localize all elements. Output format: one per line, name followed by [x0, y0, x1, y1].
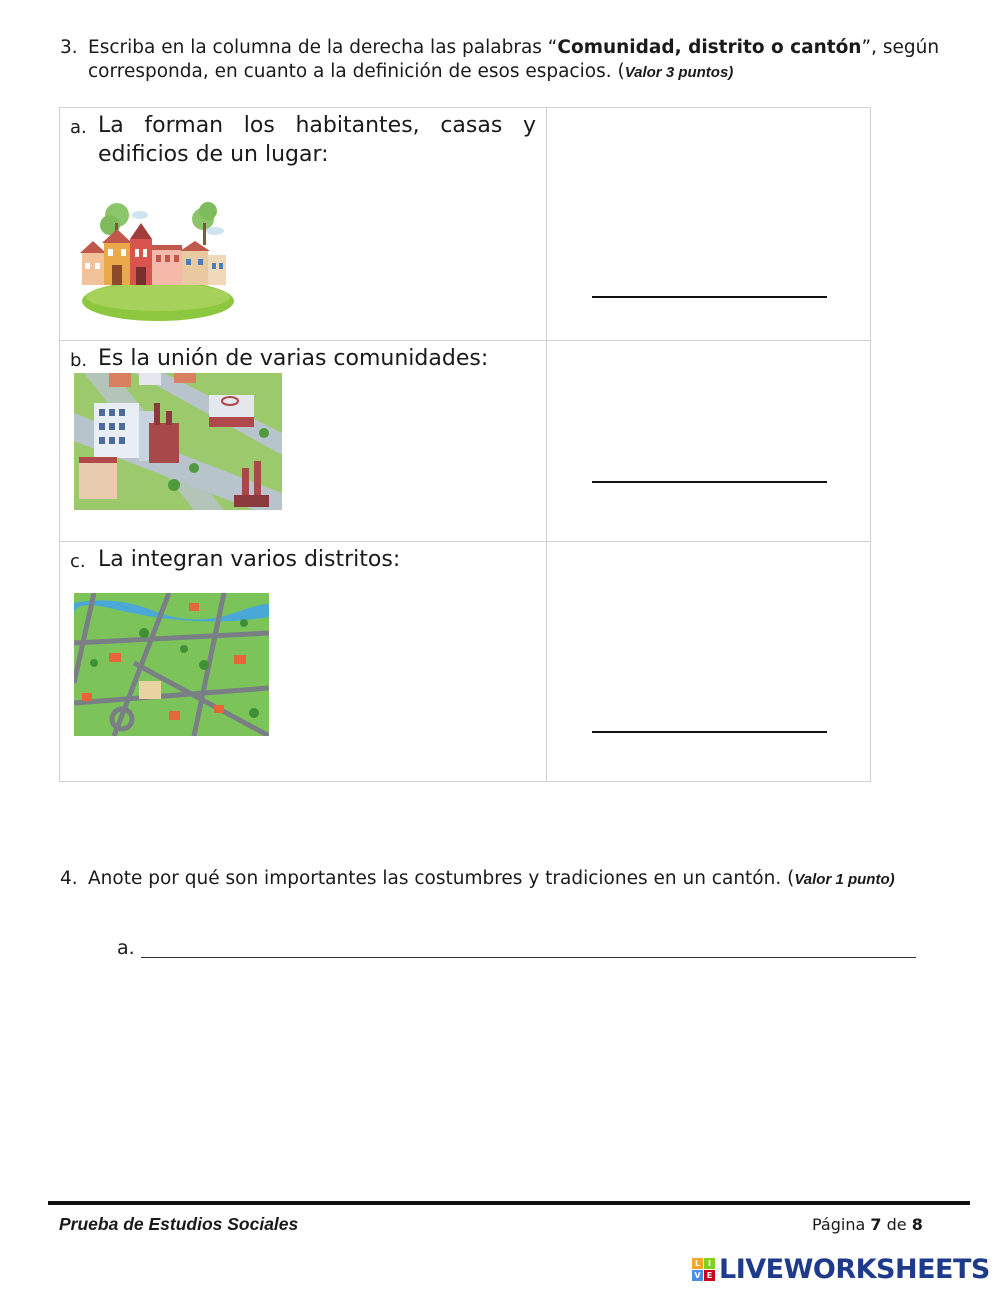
question-3-text-before: Escriba en la columna de la derecha las palabras “	[88, 37, 558, 58]
item-b-letter: b.	[70, 350, 88, 371]
item-c-answer-field[interactable]	[592, 731, 827, 733]
logo-square: V	[692, 1270, 703, 1281]
table-row	[60, 341, 871, 542]
item-a-answer-cell	[547, 108, 871, 341]
item-a-cell	[60, 108, 547, 341]
question-3	[60, 36, 950, 85]
item-b-answer-field[interactable]	[592, 481, 827, 483]
canton-map-illustration	[74, 593, 269, 736]
liveworksheets-logo	[692, 1254, 990, 1285]
district-illustration	[74, 373, 282, 510]
item-c-text: La integran varios distritos:	[98, 547, 401, 572]
question-4-valor: Valor 1 punto)	[794, 871, 895, 888]
logo-square: I	[704, 1258, 715, 1269]
question-3-prompt	[88, 36, 950, 85]
definitions-table	[59, 107, 871, 782]
community-illustration	[80, 193, 238, 323]
logo-square: L	[692, 1258, 703, 1269]
item-c-cell	[60, 542, 547, 782]
question-4	[60, 867, 950, 892]
table-row	[60, 108, 871, 341]
item-b-answer-cell	[547, 341, 871, 542]
item-c-answer-cell	[547, 542, 871, 782]
logo-square: E	[704, 1270, 715, 1281]
logo-wordmark: LIVEWORKSHEETS	[719, 1254, 990, 1285]
logo-squares-icon	[692, 1258, 715, 1281]
question-4-answer-field[interactable]	[141, 957, 916, 958]
question-4-number: 4.	[60, 868, 78, 889]
item-c	[70, 545, 536, 574]
footer-divider	[48, 1201, 970, 1205]
question-3-number: 3.	[60, 37, 78, 58]
item-b-text: Es la unión de varias comunidades:	[98, 346, 489, 371]
item-a-text: La forman los habitantes, casas y edificios de un lugar:	[98, 113, 536, 167]
page-word: Página	[812, 1215, 871, 1234]
item-b-cell	[60, 341, 547, 542]
item-a	[70, 111, 536, 169]
question-4-prompt	[88, 867, 950, 892]
table-row	[60, 542, 871, 782]
question-3-text-after: ”, según corresponda, en cuanto a la definición de esos espacios. (	[88, 37, 940, 82]
item-a-answer-field[interactable]	[592, 296, 827, 298]
question-3-bold-words: Comunidad, distrito o cantón	[557, 37, 862, 58]
question-3-valor: Valor 3 puntos)	[624, 64, 734, 81]
question-4-text: Anote por qué son importantes las costumbres y tradiciones en un cantón. (	[88, 868, 795, 889]
page-indicator	[812, 1215, 923, 1234]
page-total: 8	[911, 1215, 923, 1234]
footer-title: Prueba de Estudios Sociales	[59, 1214, 299, 1234]
item-c-letter: c.	[70, 551, 86, 572]
item-b	[70, 344, 536, 373]
question-4-sub-letter: a.	[117, 937, 135, 959]
page-of: de	[881, 1215, 912, 1234]
item-a-letter: a.	[70, 117, 87, 138]
page-current: 7	[870, 1215, 882, 1234]
